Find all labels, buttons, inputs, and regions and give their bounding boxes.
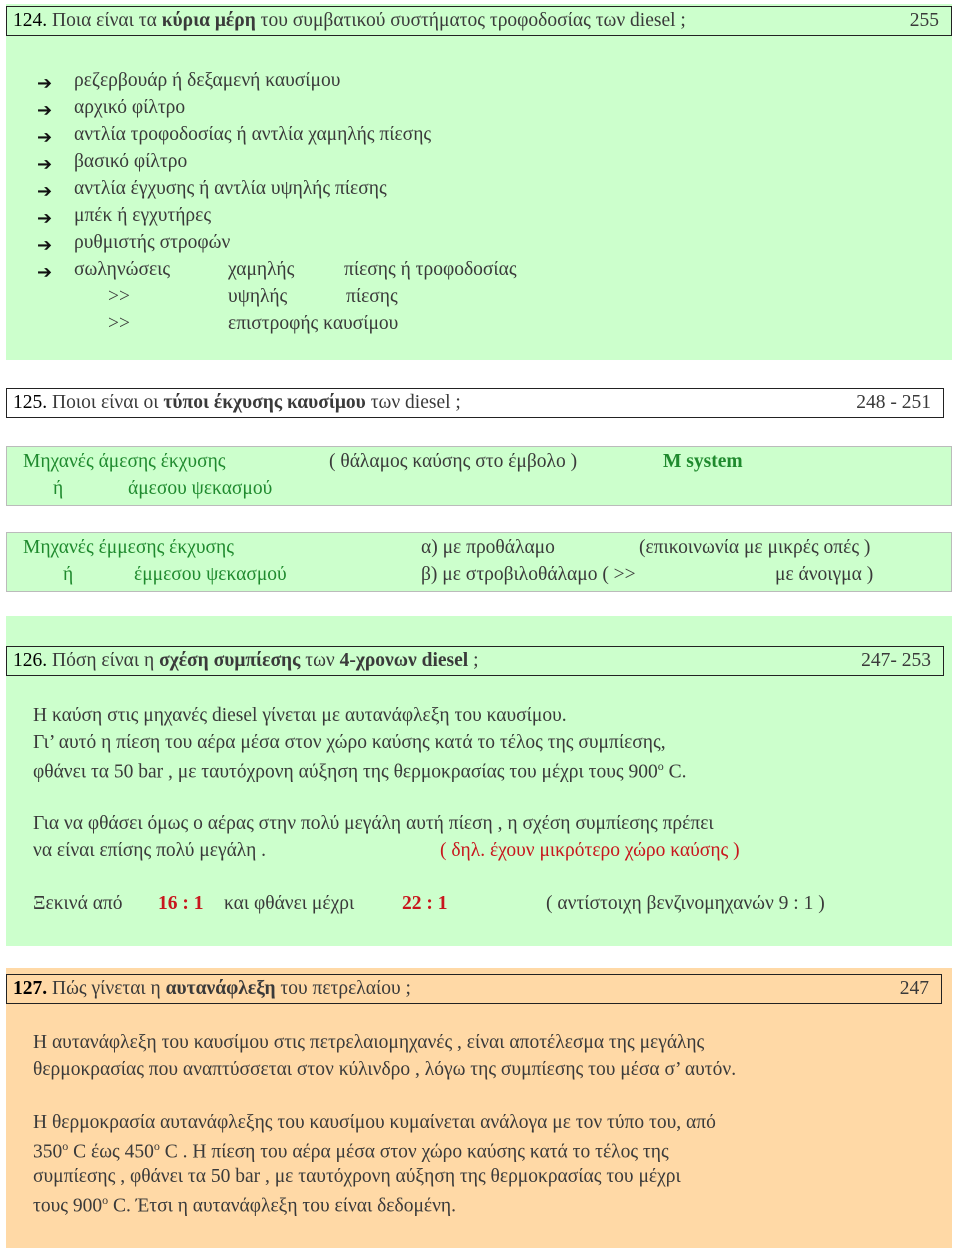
question-number: 126. (13, 650, 48, 671)
question-text-pre: Ποιοι είναι οι (52, 392, 159, 413)
question-text-pre: Πόση είναι η (52, 650, 155, 671)
question-number: 127. (13, 978, 48, 999)
question-text-post: του πετρελαίου ; (280, 978, 411, 999)
question-text-pre: Πώς γίνεται η (52, 978, 161, 999)
arrow-right-icon: ➔ (37, 154, 53, 175)
question-keyword: τύποι έκχυσης καυσίμου (163, 392, 366, 413)
question-text-pre: Ποια είναι τα (52, 10, 157, 31)
answer-line: φθάνει τα 50 bar , με ταυτόχρονη αύξηση της θερμοκρασίας του μέχρι τους 900$^o$ C. (33, 759, 687, 783)
ratio-start-label: Ξεκινά από (33, 893, 123, 914)
answer-line: Γι’ αυτό η πίεση του αέρα μέσα στον χώρο καύσης κατά το τέλος της συμπίεσης, (33, 732, 666, 753)
or-label: ή (63, 564, 74, 585)
arrow-right-icon: ➔ (37, 127, 53, 148)
indirect-injection-box (6, 532, 952, 592)
answer-line: Η θερμοκρασία αυτανάφλεξης του καυσίμου κυμαίνεται ανάλογα με τον τύπο του, από (33, 1112, 716, 1133)
question-text-post: του συμβατικού συστήματος τροφοδοσίας των diesel ; (260, 10, 686, 31)
section-127 (6, 968, 952, 1248)
pipes-low-desc: πίεσης ή τροφοδοσίας (344, 259, 517, 280)
list-item: ρυθμιστής στροφών (74, 232, 231, 253)
question-keyword-2: 4-χρονων diesel (339, 650, 469, 671)
prechamber-desc: (επικοινωνία με μικρές οπές ) (639, 537, 871, 558)
question-bar-127 (6, 974, 942, 1004)
answer-line: να είναι επίσης πολύ μεγάλη . (33, 840, 267, 861)
answer-line: 350$^o$ C έως 450$^o$ C . Η πίεση του αέρα μέσα στον χώρο καύσης κατά το τέλος της (33, 1139, 669, 1163)
question-number: 125. (13, 392, 48, 413)
question-keyword: κύρια μέρη (161, 10, 256, 31)
answer-line: συμπίεσης , φθάνει τα 50 bar , με ταυτόχρονη αύξηση της θερμοκρασίας του μέχρι (33, 1166, 681, 1187)
question-text-mid: των (305, 650, 335, 671)
direct-injection-box (6, 446, 952, 506)
arrow-right-icon: ➔ (37, 262, 53, 283)
answer-line: Η αυτανάφλεξη του καυσίμου στις πετρελαιομηχανές , είναι αποτέλεσμα της μεγάλης (33, 1032, 705, 1053)
arrow-right-icon: ➔ (37, 235, 53, 256)
answer-line: θερμοκρασίας που αναπτύσσεται στον κύλινδρο , λόγω της συμπίεσης του μέσα σ’ αυτόν. (33, 1059, 737, 1080)
direct-injection-title: Μηχανές άμεσης έκχυσης (23, 451, 226, 472)
pipes-low: χαμηλής (228, 259, 295, 280)
ditto-mark: >> (108, 313, 130, 334)
question-keyword: σχέση συμπίεσης (159, 650, 301, 671)
pipes-high-desc: πίεσης (346, 286, 398, 307)
arrow-right-icon: ➔ (37, 100, 53, 121)
arrow-right-icon: ➔ (37, 181, 53, 202)
question-keyword: αυτανάφλεξη (165, 978, 276, 999)
page-reference: 255 (909, 10, 939, 31)
list-item: ρεζερβουάρ ή δεξαμενή καυσίμου (74, 70, 341, 91)
page-reference: 248 - 251 (856, 392, 931, 413)
list-item: μπέκ ή εγχυτήρες (74, 205, 212, 226)
arrow-right-icon: ➔ (37, 208, 53, 229)
question-bar-126 (6, 646, 944, 676)
or-label: ή (53, 478, 64, 499)
list-item: αντλία τροφοδοσίας ή αντλία χαμηλής πίεσης (74, 124, 432, 145)
ratio-end-label: και φθάνει μέχρι (224, 893, 355, 914)
question-text-post: των diesel ; (370, 392, 461, 413)
page-reference: 247 (899, 978, 929, 999)
answer-line: Για να φθάσει όμως ο αέρας στην πολύ μεγάλη αυτή πίεση , η σχέση συμπίεσης πρέπει (33, 813, 714, 834)
answer-note: ( δηλ. έχουν μικρότερο χώρο καύσης ) (440, 840, 740, 861)
question-text-post: ; (473, 650, 479, 671)
question-number: 124. (13, 10, 48, 31)
pipes-label: σωληνώσεις (74, 259, 171, 280)
question-bar-124 (6, 6, 952, 36)
indirect-injection-title: Μηχανές έμμεσης έκχυσης (23, 537, 234, 558)
pipes-high: υψηλής (228, 286, 288, 307)
ratio-start-value: 16 : 1 (158, 893, 204, 914)
prechamber-option: α) με προθάλαμο (421, 537, 555, 558)
ratio-end-value: 22 : 1 (402, 893, 448, 914)
petrol-comparison: ( αντίστοιχη βενζινομηχανών 9 : 1 ) (546, 893, 825, 914)
section-126 (6, 616, 952, 946)
m-system-label: M system (663, 451, 743, 472)
swirl-chamber-option: β) με στροβιλοθάλαμο ( >> (421, 564, 636, 585)
question-bar-125 (6, 388, 944, 418)
arrow-right-icon: ➔ (37, 73, 53, 94)
swirl-chamber-desc: με άνοιγμα ) (775, 564, 874, 585)
pipes-return: επιστροφής καυσίμου (228, 313, 399, 334)
list-item: αρχικό φίλτρο (74, 97, 186, 118)
answer-line: τους 900$^o$ C. Έτσι η αυτανάφλεξη του είναι δεδομένη. (33, 1193, 456, 1217)
indirect-spray-title: έμμεσου ψεκασμού (134, 564, 287, 585)
direct-spray-title: άμεσου ψεκασμού (128, 478, 273, 499)
page-reference: 247- 253 (861, 650, 931, 671)
ditto-mark: >> (108, 286, 130, 307)
section-124 (6, 4, 952, 360)
list-item: βασικό φίλτρο (74, 151, 188, 172)
direct-injection-desc: ( θάλαμος καύσης στο έμβολο ) (329, 451, 578, 472)
list-item: αντλία έγχυσης ή αντλία υψηλής πίεσης (74, 178, 387, 199)
answer-line: Η καύση στις μηχανές diesel γίνεται με αυτανάφλεξη του καυσίμου. (33, 705, 567, 726)
